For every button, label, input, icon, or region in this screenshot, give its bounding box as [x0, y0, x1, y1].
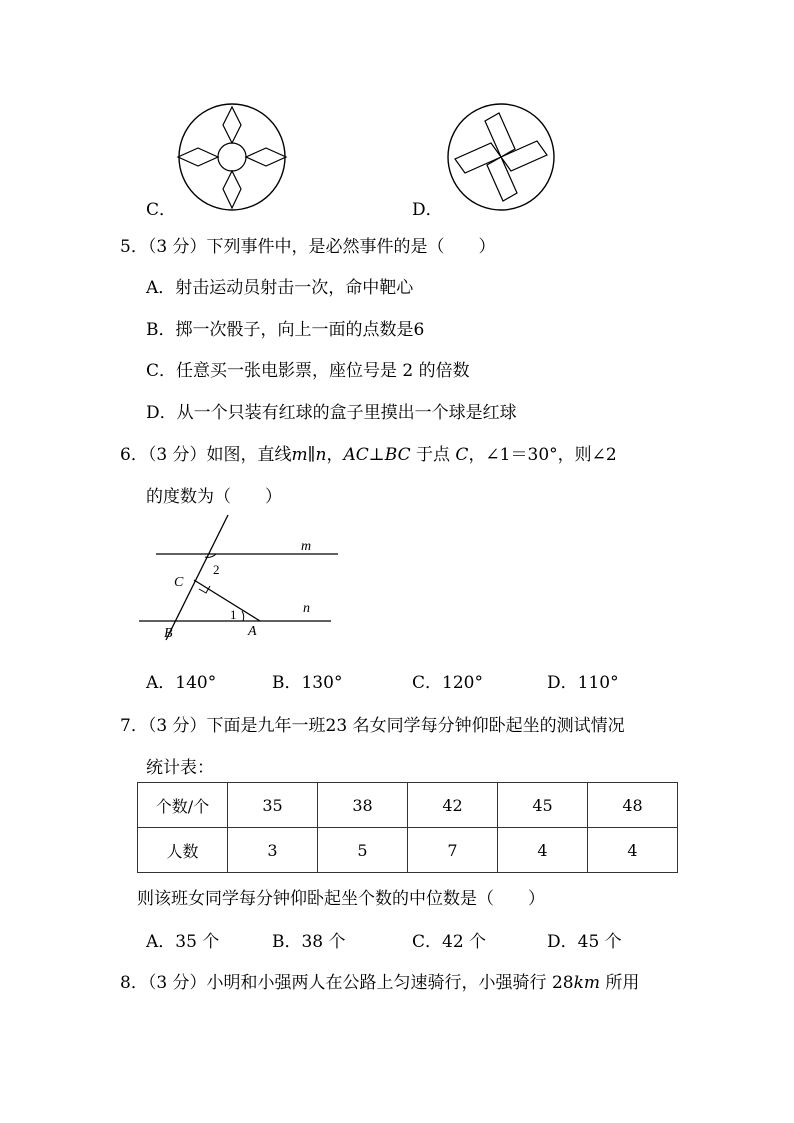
q5-option-a: A．射击运动员射击一次，命中靶心	[146, 278, 414, 298]
q6-stem-prefix: 6．（3 分）如图，直线	[120, 445, 292, 465]
figure-option-d	[445, 103, 557, 215]
figure-label-2: 2	[213, 562, 220, 577]
table-row	[138, 828, 678, 873]
q7-option-a: A．35 个	[146, 932, 220, 952]
table-cell: 人数	[138, 828, 228, 873]
table-cell: 3	[228, 828, 318, 873]
figure-label-m: m	[301, 539, 312, 554]
table-cell: 个数/个	[138, 783, 228, 828]
table-cell: 7	[408, 828, 498, 873]
q8-stem-suffix: 所用	[600, 973, 640, 993]
q6-stem-perp: ⊥	[368, 445, 385, 465]
figure-label-b: B	[164, 626, 173, 641]
figure-label-a: A	[248, 624, 257, 639]
q6-stem-bc: BC	[384, 445, 411, 465]
statistics-table	[137, 782, 678, 873]
figure-label-n: n	[303, 601, 310, 616]
table-cell: 35	[228, 783, 318, 828]
table-cell: 48	[588, 783, 678, 828]
option-c-label: C．	[146, 200, 177, 220]
q7-option-d: D．45 个	[547, 932, 622, 952]
q5-option-c: C．任意买一张电影票，座位号是 2 的倍数	[146, 361, 470, 381]
figure-question-6	[136, 512, 346, 644]
question-7-stem-line2: 统计表：	[146, 758, 214, 778]
q6-option-c: C．120°	[412, 673, 483, 693]
q6-stem-angle1: ，∠1＝30°，则∠2	[468, 445, 617, 465]
question-8-stem	[120, 968, 639, 993]
question-7-question: 则该班女同学每分钟仰卧起坐个数的中位数是（ ）	[137, 889, 545, 909]
question-7-stem: 7．（3 分）下面是九年一班23 名女同学每分钟仰卧起坐的测试情况	[120, 716, 625, 736]
table-cell: 4	[498, 828, 588, 873]
figure-label-1: 1	[230, 607, 237, 622]
q6-stem-m: m	[291, 445, 308, 465]
q5-option-d: D．从一个只装有红球的盒子里摸出一个球是红球	[146, 403, 517, 423]
table-row	[138, 783, 678, 828]
question-6-stem-line2: 的度数为（ ）	[146, 487, 282, 507]
q8-stem-unit: km	[573, 973, 600, 993]
table-cell: 42	[408, 783, 498, 828]
q6-option-d: D．110°	[547, 673, 619, 693]
table-cell: 4	[588, 828, 678, 873]
q8-stem-prefix: 8．（3 分）小明和小强两人在公路上匀速骑行，小强骑行 28	[120, 973, 574, 993]
q7-option-b: B．38 个	[272, 932, 346, 952]
q6-stem-foot: 于点	[410, 445, 456, 465]
question-6-stem	[120, 440, 617, 465]
q6-stem-n: n	[315, 445, 327, 465]
question-5-stem: 5．（3 分）下列事件中，是必然事件的是（ ）	[120, 237, 496, 257]
q6-option-b: B．130°	[272, 673, 343, 693]
table-cell: 45	[498, 783, 588, 828]
q6-stem-c: C	[455, 445, 469, 465]
figure-option-c	[176, 103, 288, 215]
q7-option-c: C．42 个	[412, 932, 487, 952]
q5-option-b: B．掷一次骰子，向上一面的点数是6	[146, 320, 425, 340]
figure-label-c: C	[174, 575, 184, 590]
table-cell: 5	[318, 828, 408, 873]
option-d-label: D．	[412, 200, 443, 220]
q6-stem-mid: ，	[326, 445, 344, 465]
q6-stem-parallel: ∥	[307, 445, 316, 465]
q6-option-a: A．140°	[146, 673, 217, 693]
q6-stem-ac: AC	[343, 445, 369, 465]
table-cell: 38	[318, 783, 408, 828]
